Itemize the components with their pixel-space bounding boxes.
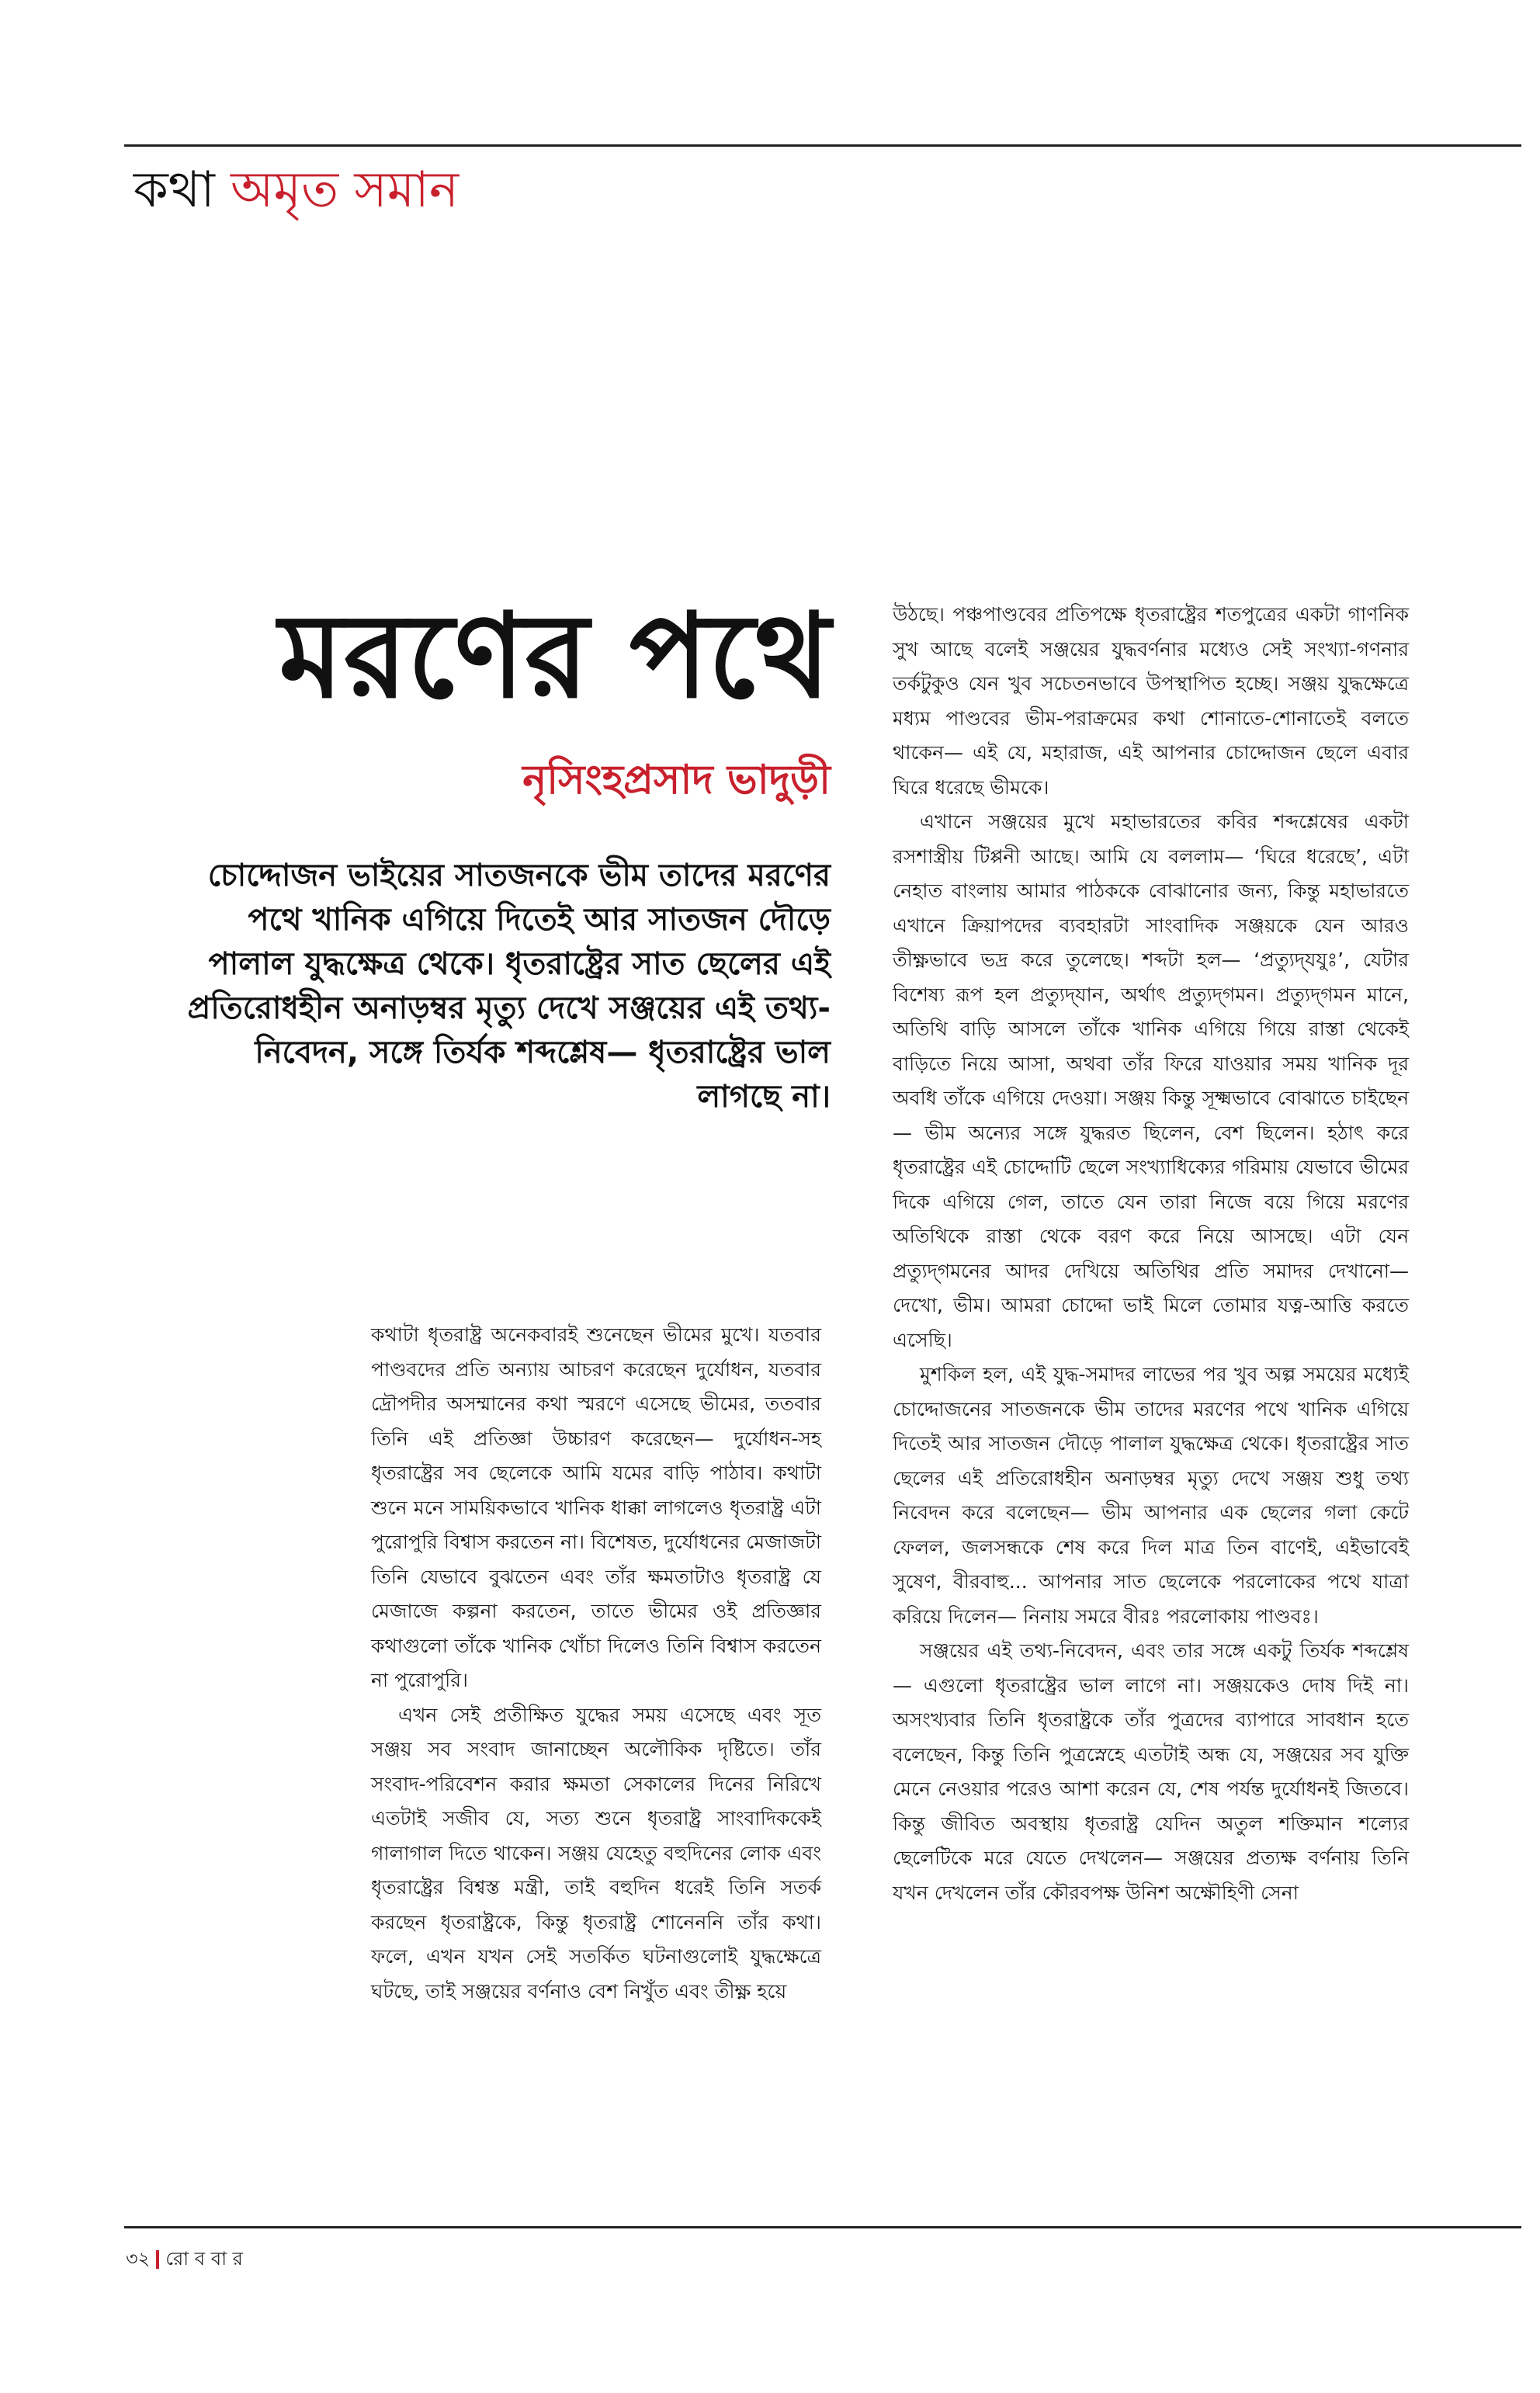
body-column-left bbox=[371, 1318, 821, 2009]
folio bbox=[126, 2245, 243, 2273]
article-title: মরণের পথে bbox=[279, 588, 831, 724]
body-paragraph: কথাটা ধৃতরাষ্ট্র অনেকবারই শুনেছেন ভীমের মুখে। যতবার পাণ্ডবদের প্রতি অন্যায় আচরণ করেছেন দুর্যোধন, যতবার দ্রৌপদীর অসম্মানের কথা স্মরণে এসেছে ভীমের, ততবার তিনি এই প্রতিজ্ঞা উচ্চারণ করেছেন— দুর্যোধন-সহ ধৃতরাষ্ট্রের সব ছেলেকে আমি যমের বাড়ি পাঠাব। কথাটা শুনে মনে সাময়িকভাবে খানিক ধাক্কা লাগলেও ধৃতরাষ্ট্র এটা পুরোপুরি বিশ্বাস করতেন না। বিশেষত, দুর্যোধনের মেজাজটা তিনি যেভাবে বুঝতেন এবং তাঁর ক্ষমতাটাও ধৃতরাষ্ট্র যে মেজাজে কল্পনা করতেন, তাতে ভীমের ওই প্রতিজ্ঞার কথাগুলো তাঁকে খানিক খোঁচা দিলেও তিনি বিশ্বাস করতেন না পুরোপুরি। bbox=[371, 1323, 821, 1691]
page-number: ৩২ bbox=[126, 2248, 151, 2270]
folio-divider bbox=[156, 2250, 159, 2269]
article-author: নৃসিংহপ্রসাদ ভাদুড়ী bbox=[522, 757, 831, 803]
body-column-right bbox=[893, 598, 1409, 1910]
section-header bbox=[134, 159, 459, 221]
body-paragraph: সঞ্জয়ের এই তথ্য-নিবেদন, এবং তার সঙ্গে একটু তির্যক শব্দশ্লেষ— এগুলো ধৃতরাষ্ট্রের ভাল লাগে না। সঞ্জয়কেও দোষ দিই না। অসংখ্যবার তিনি ধৃতরাষ্ট্রকে তাঁর পুত্রদের ব্যাপারে সাবধান হতে বলেছেন, কিন্তু তিনি পুত্রস্নেহে এতটাই অন্ধ যে, সঞ্জয়ের সব যুক্তি মেনে নেওয়ার পরেও আশা করেন যে, শেষ পর্যন্ত দুর্যোধনই জিতবে। কিন্তু জীবিত অবস্থায় ধৃতরাষ্ট্র যেদিন অতুল শক্তিমান শল্যের ছেলেটিকে মরে যেতে দেখলেন— সঞ্জয়ের প্রত্যক্ষ বর্ণনায় তিনি যখন দেখলেন তাঁর কৌরবপক্ষ উনিশ অক্ষৌহিণী সেনা bbox=[893, 1639, 1409, 1904]
section-header-name: অমৃত সমান bbox=[231, 161, 460, 219]
magazine-name: রো ব বা র bbox=[165, 2248, 243, 2270]
body-paragraph: এখন সেই প্রতীক্ষিত যুদ্ধের সময় এসেছে এবং সূত সঞ্জয় সব সংবাদ জানাচ্ছেন অলৌকিক দৃষ্টিতে। তাঁর সংবাদ-পরিবেশন করার ক্ষমতা সেকালের দিনের নিরিখে এতটাই সজীব যে, সত্য শুনে ধৃতরাষ্ট্র সাংবাদিককেই গালাগাল দিতে থাকেন। সঞ্জয় যেহেতু বহুদিনের লোক এবং ধৃতরাষ্ট্রের বিশ্বস্ত মন্ত্রী, তাই বহুদিন ধরেই তিনি সতর্ক করছেন ধৃতরাষ্ট্রকে, কিন্তু ধৃতরাষ্ট্র শোনেননি তাঁর কথা। ফলে, এখন যখন সেই সতর্কিত ঘটনাগুলোই যুদ্ধক্ষেত্রে ঘটছে, তাই সঞ্জয়ের বর্ণনাও বেশ নিখুঁত এবং তীক্ষ্ণ হয়ে bbox=[371, 1703, 821, 2003]
body-paragraph: এখানে সঞ্জয়ের মুখে মহাভারতের কবির শব্দশ্লেষের একটা রসশাস্ত্রীয় টিপ্পনী আছে। আমি যে বললাম— ‘ঘিরে ধরেছে’, এটা নেহাত বাংলায় আমার পাঠককে বোঝানোর জন্য, কিন্তু মহাভারতে এখানে ক্রিয়াপদের ব্যবহারটা সাংবাদিক সঞ্জয়কে যেন আরও তীক্ষ্ণভাবে ভদ্র করে তুলেছে। শব্দটা হল— ‘প্রত্যুদ্‌যযুঃ’, যেটার বিশেষ্য রূপ হল প্রত্যুদ্‌যান, অর্থাৎ প্রত্যুদ্‌গমন। প্রত্যুদ্‌গমন মানে, অতিথি বাড়ি আসলে তাঁকে খানিক এগিয়ে গিয়ে রাস্তা থেকেই বাড়িতে নিয়ে আসা, অথবা তাঁর ফিরে যাওয়ার সময় খানিক দূর অবধি তাঁকে এগিয়ে দেওয়া। সঞ্জয় কিন্তু সূক্ষ্মভাবে বোঝাতে চাইছেন— ভীম অন্যের সঙ্গে যুদ্ধরত ছিলেন, বেশ ছিলেন। হঠাৎ করে ধৃতরাষ্ট্রের এই চোদ্দোটি ছেলে সংখ্যাধিক্যের গরিমায় যেভাবে ভীমের দিকে এগিয়ে গেল, তাতে যেন তারা নিজে বয়ে গিয়ে মরণের অতিথিকে রাস্তা থেকে বরণ করে নিয়ে আসছে। এটা যেন প্রত্যুদ্‌গমনের আদর দেখিয়ে অতিথির প্রতি সমাদর দেখানো— দেখো, ভীম। আমরা চোদ্দো ভাই মিলে তোমার যত্ন-আত্তি করতে এসেছি। bbox=[893, 810, 1409, 1351]
section-header-prefix: কথা bbox=[134, 161, 215, 219]
body-paragraph: মুশকিল হল, এই যুদ্ধ-সমাদর লাভের পর খুব অল্প সময়ের মধ্যেই চোদ্দোজনের সাতজনকে ভীম তাদের মরণের পথে খানিক এগিয়ে দিতেই আর সাতজন দৌড়ে পালাল যুদ্ধক্ষেত্র থেকে। ধৃতরাষ্ট্রের সাত ছেলের এই প্রতিরোধহীন অনাড়ম্বর মৃত্যু দেখে সঞ্জয় শুধু তথ্য নিবেদন করে বলেছেন— ভীম আপনার এক ছেলের গলা কেটে ফেলল, জলসন্ধকে শেষ করে দিল মাত্র তিন বাণেই, এইভাবেই সুষেণ, বীরবাহু... আপনার সাত ছেলেকে পরলোকের পথে যাত্রা করিয়ে দিলেন— নিনায় সমরে বীরঃ পরলোকায় পাণ্ডবঃ। bbox=[893, 1363, 1409, 1628]
article-deck: চোদ্দোজন ভাইয়ের সাতজনকে ভীম তাদের মরণের পথে খানিক এগিয়ে দিতেই আর সাতজন দৌড়ে পালাল যুদ্ধক্ষেত্র থেকে। ধৃতরাষ্ট্রের সাত ছেলের এই প্রতিরোধহীন অনাড়ম্বর মৃত্যু দেখে সঞ্জয়ের এই তথ্য-নিবেদন, সঙ্গে তির্যক শব্দশ্লেষ— ধৃতরাষ্ট্রের ভাল লাগছে না। bbox=[187, 858, 831, 1115]
top-rule bbox=[124, 144, 1521, 147]
body-paragraph: উঠছে। পঞ্চপাণ্ডবের প্রতিপক্ষে ধৃতরাষ্ট্রের শতপুত্রের একটা গাণনিক সুখ আছে বলেই সঞ্জয়ের যুদ্ধবর্ণনার মধ্যেও সেই সংখ্যা-গণনার তর্কটুকুও যেন খুব সচেতনভাবে উপস্থাপিত হচ্ছে। সঞ্জয় যুদ্ধক্ষেত্রে মধ্যম পাণ্ডবের ভীম-পরাক্রমের কথা শোনাতে-শোনাতেই বলতে থাকেন— এই যে, মহারাজ, এই আপনার চোদ্দোজন ছেলে এবার ঘিরে ধরেছে ভীমকে। bbox=[893, 603, 1409, 799]
bottom-rule bbox=[124, 2226, 1521, 2228]
